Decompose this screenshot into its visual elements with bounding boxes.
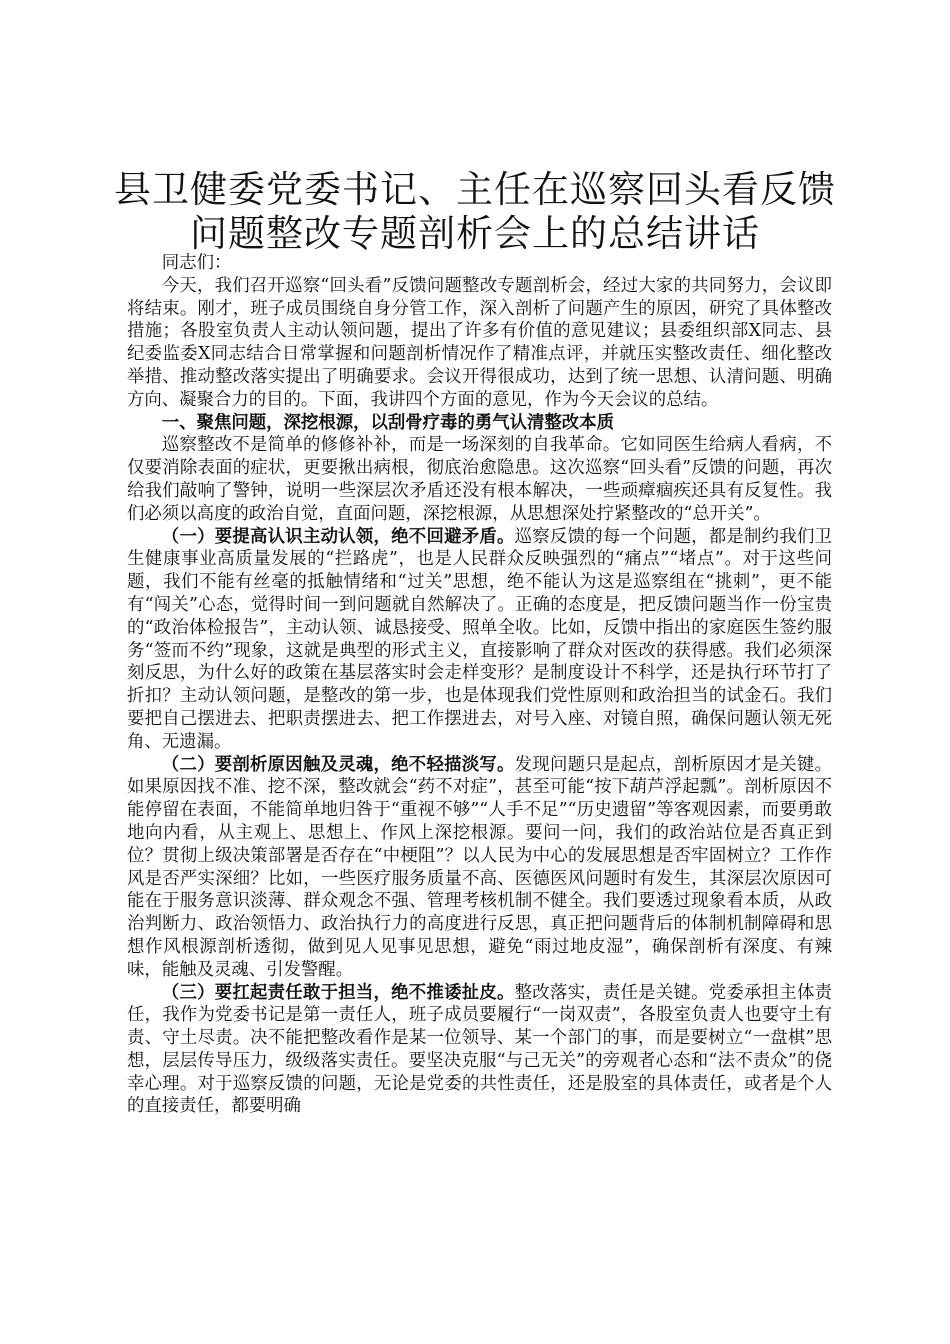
- point-2-lead: （二）要剖析原因触及灵魂，绝不轻描淡写。: [161, 754, 515, 775]
- point-2-paragraph: [127, 754, 832, 982]
- salutation: 同志们：: [161, 253, 232, 273]
- point-3-text: 整改落实，责任是关键。党委承担主体责任，我作为党委书记是第一责任人，班子成员要履行“一岗双责”，各股室负责人也要守土有责、守土尽责。决不能把整改看作是某一位领导、某一个部门的事，而是要树立“一盘棋”思想，层层传导压力，级级落实责任。要坚决克服“与己无关”的旁观者心态和“法不责众”的侥幸心理。对于巡察反馈的问题，无论是党委的共性责任，还是股室的具体责任，或者是个人的直接责任，都要明确: [127, 982, 832, 1117]
- point-1-lead: （一）要提高认识主动认领，绝不回避矛盾。: [161, 526, 515, 547]
- point-1-paragraph: [127, 526, 832, 754]
- section-1-paragraph: 巡察整改不是简单的修修补补，而是一场深刻的自我革命。它如同医生给病人看病，不仅要消除表面的症状，更要揪出病根，彻底治愈隐患。这次巡察“回头看”反馈的问题，再次给我们敲响了警钟，说明一些深层次矛盾还没有根本解决，一些顽瘴痼疾还具有反复性。我们必须以高度的政治自觉，直面问题，深挖根源，从思想深处拧紧整改的“总开关”。: [127, 435, 832, 524]
- document-title: 县卫健委党委书记、主任在巡察回头看反馈问题整改专题剖析会上的总结讲话: [114, 168, 836, 255]
- section-1-heading: 一、聚焦问题，深挖根源，以刮骨疗毒的勇气认清整改本质: [161, 412, 614, 433]
- point-1-text: 巡察反馈的每一个问题，都是制约我们卫生健康事业高质量发展的“拦路虎”，也是人民群众反映强烈的“痛点”“堵点”。对于这些问题，我们不能有丝毫的抵触情绪和“过关”思想，绝不能认为这是巡察组在“挑刺”，更不能有“闯关”心态，觉得时间一到问题就自然解决了。正确的态度是，把反馈问题当作一份宝贵的“政治体检报告”，主动认领、诚恳接受、照单全收。比如，反馈中指出的家庭医生签约服务“签而不约”现象，这就是典型的形式主义，直接影响了群众对医改的获得感。我们必须深刻反思，为什么好的政策在基层落实时会走样变形？是制度设计不科学，还是执行环节打了折扣？主动认领问题，是整改的第一步，也是体现我们党性原则和政治担当的试金石。我们要把自己摆进去、把职责摆进去、把工作摆进去，对号入座、对镜自照，确保问题认领无死角、无遗漏。: [127, 526, 832, 752]
- point-3-paragraph: [127, 982, 832, 1119]
- document-body: [127, 252, 832, 1118]
- point-3-lead: （三）要扛起责任敢于担当，绝不推诿扯皮。: [161, 982, 515, 1003]
- point-2-text: 发现问题只是起点，剖析原因才是关键。如果原因找不准、挖不深，整改就会“药不对症”，甚至可能“按下葫芦浮起瓢”。剖析原因不能停留在表面，不能简单地归咎于“重视不够”“人手不足”“历史遗留”等客观因素，而要勇敢地向内看，从主观上、思想上、作风上深挖根源。要问一问，我们的政治站位是否真正到位？贯彻上级决策部署是否存在“中梗阻”？以人民为中心的发展思想是否牢固树立？工作作风是否严实深细？比如，一些医疗服务质量不高、医德医风问题时有发生，其深层次原因可能在于服务意识淡薄、群众观念不强、管理考核机制不健全。我们要透过现象看本质，从政治判断力、政治领悟力、政治执行力的高度进行反思，真正把问题背后的体制机制障碍和思想作风根源剖析透彻，做到见人见事见思想，避免“雨过地皮湿”，确保剖析有深度、有辣味，能触及灵魂、引发警醒。: [127, 754, 832, 980]
- intro-paragraph: 今天，我们召开巡察“回头看”反馈问题整改专题剖析会，经过大家的共同努力，会议即将结束。刚才，班子成员围绕自身分管工作，深入剖析了问题产生的原因，研究了具体整改措施；各股室负责人主动认领问题，提出了许多有价值的意见建议；县委组织部X同志、县纪委监委X同志结合日常掌握和问题剖析情况作了精准点评，并就压实整改责任、细化整改举措、推动整改落实提出了明确要求。会议开得很成功，达到了统一思想、认清问题、明确方向、凝聚合力的目的。下面，我讲四个方面的意见，作为今天会议的总结。: [127, 275, 832, 410]
